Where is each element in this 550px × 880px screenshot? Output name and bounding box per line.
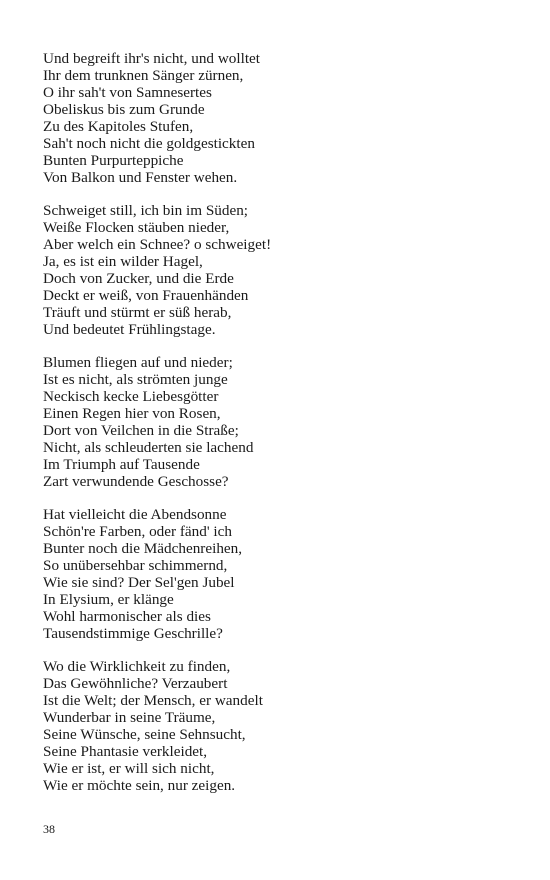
poem-line: Nicht, als schleuderten sie lachend <box>43 439 254 456</box>
poem-line: Tausendstimmige Geschrille? <box>43 625 223 642</box>
poem-line: Wo die Wirklichkeit zu finden, <box>43 658 231 675</box>
poem-line: Wunderbar in seine Träume, <box>43 709 216 726</box>
poem-line: Wie er ist, er will sich nicht, <box>43 760 215 777</box>
poem-line: Wohl harmonischer als dies <box>43 608 211 625</box>
stanza-5 <box>43 658 523 794</box>
poem-line: Schön're Farben, oder fänd' ich <box>43 523 232 540</box>
poem-line: Ja, es ist ein wilder Hagel, <box>43 253 203 270</box>
poem-line: Und begreift ihr's nicht, und wolltet <box>43 50 261 67</box>
stanza-3 <box>43 354 523 490</box>
poem-line: Ist es nicht, als strömten junge <box>43 371 228 388</box>
poem-line: Schweiget still, ich bin im Süden; <box>43 202 249 219</box>
page-number: 38 <box>43 822 55 836</box>
poem-line: Träuft und stürmt er süß herab, <box>43 304 232 321</box>
poem-line: In Elysium, er klänge <box>43 591 174 608</box>
poem-line: Dort von Veilchen in die Straße; <box>43 422 239 439</box>
poem-line: Wie er möchte sein, nur zeigen. <box>43 777 236 794</box>
poem-line: Deckt er weiß, von Frauenhänden <box>43 287 249 304</box>
poem-line: Bunter noch die Mädchenreihen, <box>43 540 243 557</box>
poem-line: Wie sie sind? Der Sel'gen Jubel <box>43 574 235 591</box>
poem-line: Von Balkon und Fenster wehen. <box>43 169 238 186</box>
poem-line: Im Triumph auf Tausende <box>43 456 200 473</box>
stanza-2 <box>43 202 523 338</box>
poem-line: Und bedeutet Frühlingstage. <box>43 321 216 338</box>
poem-line: Bunten Purpurteppiche <box>43 152 184 169</box>
poem-line: Ist die Welt; der Mensch, er wandelt <box>43 692 263 709</box>
poem-line: Hat vielleicht die Abendsonne <box>43 506 227 523</box>
poem-line: Einen Regen hier von Rosen, <box>43 405 221 422</box>
poem-line: Obeliskus bis zum Grunde <box>43 101 205 118</box>
poem-line: Sah't noch nicht die goldgestickten <box>43 135 255 152</box>
poem-line: Zart verwundende Geschosse? <box>43 473 229 490</box>
poem-line: Weiße Flocken stäuben nieder, <box>43 219 230 236</box>
poem-line: Seine Wünsche, seine Sehnsucht, <box>43 726 246 743</box>
stanza-1 <box>43 50 523 186</box>
poem-line: Blumen fliegen auf und nieder; <box>43 354 233 371</box>
poem-line: O ihr sah't von Samnesertes <box>43 84 212 101</box>
poem-line: Das Gewöhnliche? Verzaubert <box>43 675 228 692</box>
poem-line: Ihr dem trunknen Sänger zürnen, <box>43 67 244 84</box>
poem-line: So unübersehbar schimmernd, <box>43 557 228 574</box>
poem-body <box>43 50 523 810</box>
poem-line: Doch von Zucker, und die Erde <box>43 270 234 287</box>
stanza-4 <box>43 506 523 642</box>
poem-line: Aber welch ein Schnee? o schweiget! <box>43 236 272 253</box>
poem-line: Zu des Kapitoles Stufen, <box>43 118 194 135</box>
poem-line: Neckisch kecke Liebesgötter <box>43 388 219 405</box>
poem-line: Seine Phantasie verkleidet, <box>43 743 208 760</box>
